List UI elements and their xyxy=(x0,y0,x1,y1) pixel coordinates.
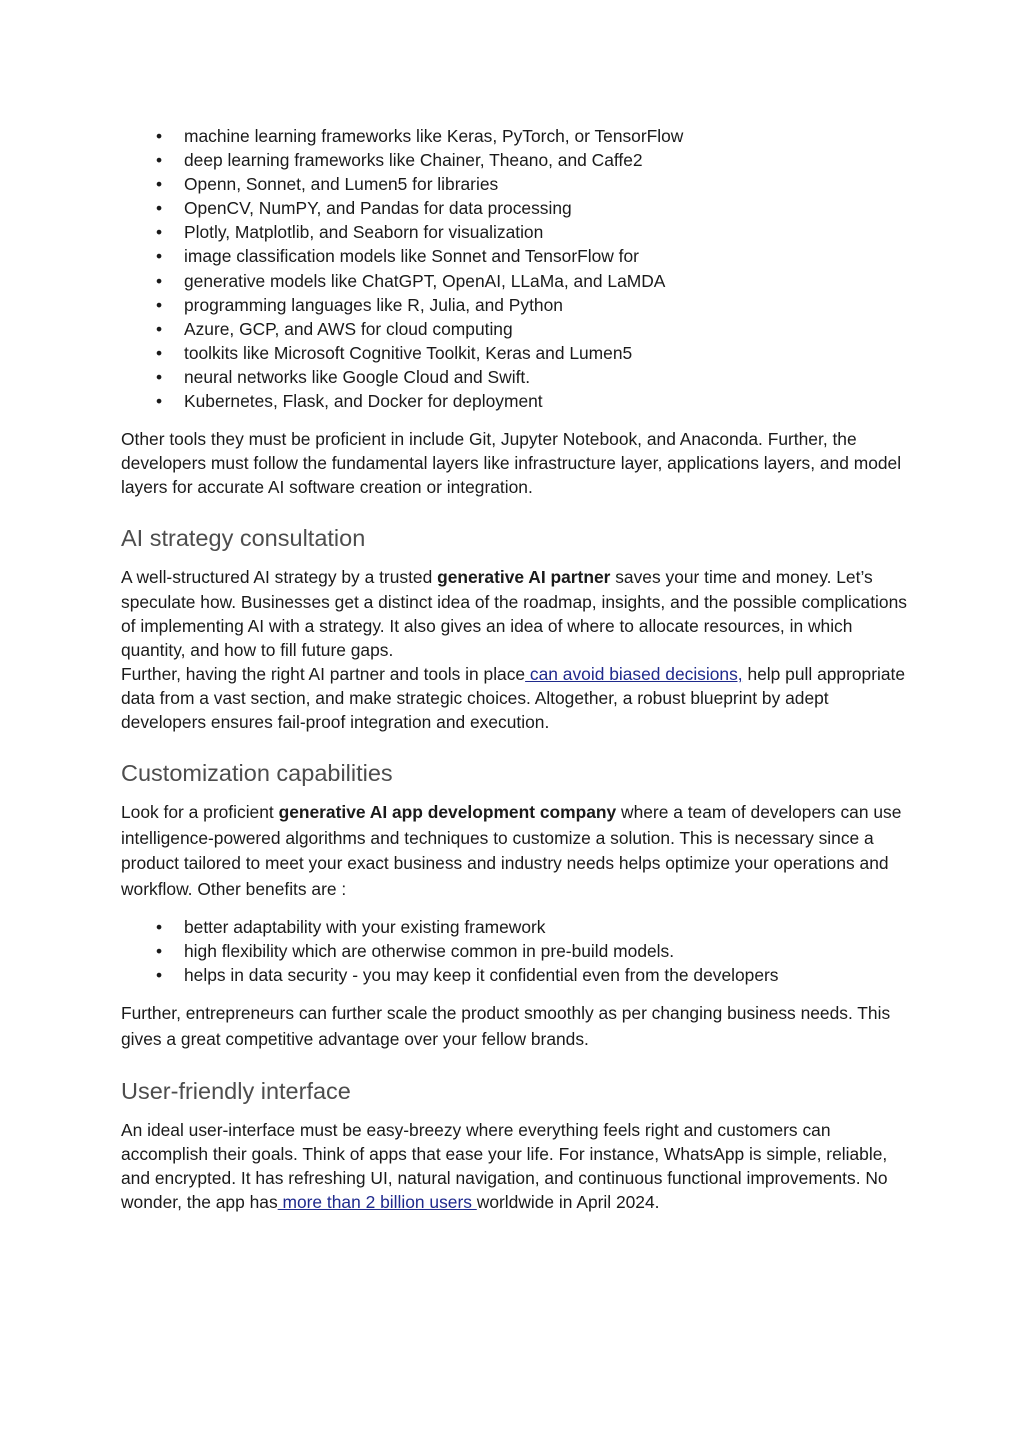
section-heading-customization: Customization capabilities xyxy=(121,760,393,787)
bullet-icon: • xyxy=(156,294,163,315)
bullet-icon: • xyxy=(156,318,163,339)
section-heading-ui: User-friendly interface xyxy=(121,1077,351,1104)
strategy-keyword: generative AI partner xyxy=(437,567,611,588)
list-item: • image classification models like Sonnet and TensorFlow for xyxy=(121,244,911,268)
list-item: • neural networks like Google Cloud and Swift. xyxy=(121,365,911,389)
benefits-list xyxy=(121,915,911,987)
list-item: • machine learning frameworks like Keras, PyTorch, or TensorFlow xyxy=(121,124,911,148)
bullet-icon: • xyxy=(156,174,163,195)
list-item: • Plotly, Matplotlib, and Seaborn for visualization xyxy=(121,220,911,244)
bullet-icon: • xyxy=(156,222,163,243)
bullet-icon: • xyxy=(156,270,163,291)
bullet-icon: • xyxy=(156,940,163,961)
strategy-paragraph: A well-structured AI strategy by a trusted generative AI partner saves your time and money. Let’s speculate how. Businesses get a distinct idea of the roadmap, insights, and the possible complications of implementing AI with a strategy. It also gives an idea of where to allocate resources, in which quantity, and how to fill future gaps. xyxy=(121,567,907,660)
tools-list xyxy=(121,124,911,413)
list-item: • Openn, Sonnet, and Lumen5 for libraries xyxy=(121,172,911,196)
list-item: • helps in data security - you may keep it confidential even from the developers xyxy=(121,963,911,987)
list-item: • high flexibility which are otherwise common in pre-build models. xyxy=(121,939,911,963)
section-heading-strategy: AI strategy consultation xyxy=(121,525,366,552)
ui-paragraph: An ideal user-interface must be easy-breezy where everything feels right and customers can accomplish their goals. Think of apps that ease your life. For instance, WhatsApp is simple, reliable, and encrypted. It has refreshing UI, natural navigation, and continuous functional improvements. No wonder, the app has more than 2 billion users worldwide in April 2024. xyxy=(121,1119,888,1212)
customization-paragraph: Look for a proficient generative AI app development company where a team of developers can use intelligence-powered algorithms and techniques to customize a solution. This is necessary since a product tailored to meet your exact business and industry needs helps optimize your operations and workflow. Other benefits are : xyxy=(121,802,902,900)
document-page xyxy=(121,124,911,1214)
bullet-icon: • xyxy=(156,246,163,267)
bullet-icon: • xyxy=(156,965,163,986)
customization-paragraph-2: Further, entrepreneurs can further scale the product smoothly as per changing business needs. This gives a great competitive advantage over your fellow brands. xyxy=(121,1003,891,1049)
biased-decisions-link[interactable]: can avoid biased decisions, xyxy=(525,663,743,684)
list-item: • toolkits like Microsoft Cognitive Toolkit, Keras and Lumen5 xyxy=(121,341,911,365)
bullet-icon: • xyxy=(156,366,163,387)
billion-users-link[interactable]: more than 2 billion users xyxy=(277,1191,477,1212)
bullet-icon: • xyxy=(156,126,163,146)
list-item: • generative models like ChatGPT, OpenAI, LLaMa, and LaMDA xyxy=(121,269,911,293)
bullet-icon: • xyxy=(156,391,163,412)
bullet-icon: • xyxy=(156,342,163,363)
list-item: • Kubernetes, Flask, and Docker for deployment xyxy=(121,389,911,413)
list-item: • Azure, GCP, and AWS for cloud computing xyxy=(121,317,911,341)
customization-keyword: generative AI app development company xyxy=(278,802,617,823)
list-item: • deep learning frameworks like Chainer, Theano, and Caffe2 xyxy=(121,148,911,172)
strategy-paragraph-2: Further, having the right AI partner and tools in place can avoid biased decisions, help pull appropriate data from a vast section, and make strategic choices. Altogether, a robust blueprint by adept developers ensures fail-proof integration and execution. xyxy=(121,663,906,732)
list-item: • programming languages like R, Julia, and Python xyxy=(121,293,911,317)
bullet-icon: • xyxy=(156,150,163,171)
list-item: • OpenCV, NumPY, and Pandas for data processing xyxy=(121,196,911,220)
tools-paragraph: Other tools they must be proficient in include Git, Jupyter Notebook, and Anaconda. Further, the developers must follow the fundamental layers like infrastructure layer, applications layers, and model layers for accurate AI software creation or integration. xyxy=(121,429,902,498)
bullet-icon: • xyxy=(156,916,163,937)
list-item: • better adaptability with your existing framework xyxy=(121,915,911,939)
bullet-icon: • xyxy=(156,198,163,219)
